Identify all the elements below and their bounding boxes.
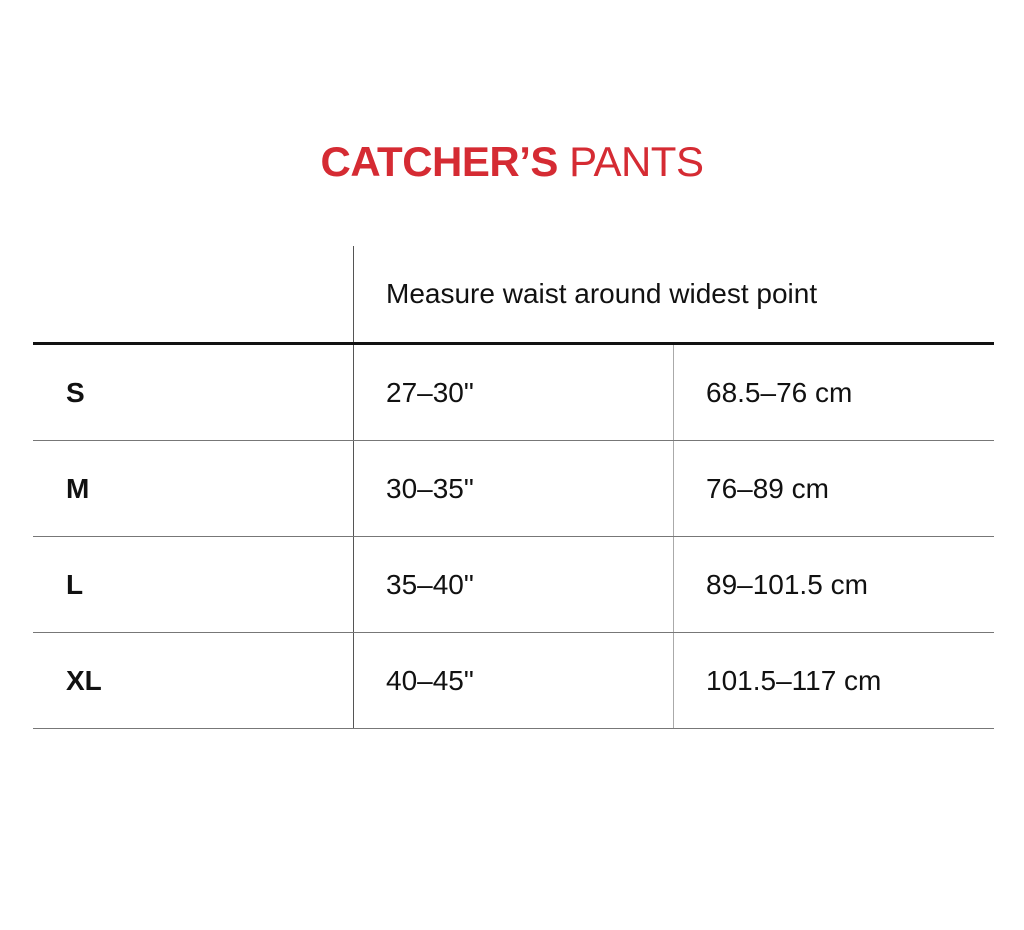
size-chart-table — [33, 246, 994, 729]
column-divider — [353, 441, 354, 536]
size-cell: M — [66, 473, 90, 504]
table-header-text: Measure waist around widest point — [386, 278, 818, 309]
cm-cell: 101.5–117 cm — [706, 665, 882, 696]
column-divider — [353, 633, 354, 728]
title-bold: CATCHER’S — [320, 138, 558, 185]
column-divider — [353, 537, 354, 632]
column-divider — [673, 537, 674, 632]
table-row — [33, 441, 994, 537]
column-divider — [673, 441, 674, 536]
column-divider — [673, 633, 674, 728]
inches-cell: 30–35" — [386, 473, 474, 504]
column-divider — [353, 246, 354, 342]
inches-cell: 35–40" — [386, 569, 474, 600]
inches-cell: 27–30" — [386, 377, 474, 408]
column-divider — [353, 345, 354, 440]
table-row — [33, 537, 994, 633]
cm-cell: 76–89 cm — [706, 473, 829, 504]
table-row — [33, 633, 994, 729]
title-light: PANTS — [569, 138, 704, 185]
size-cell: L — [66, 569, 84, 600]
inches-cell: 40–45" — [386, 665, 474, 696]
cm-cell: 68.5–76 cm — [706, 377, 853, 408]
size-cell: XL — [66, 665, 102, 696]
column-divider — [673, 345, 674, 440]
size-cell: S — [66, 377, 85, 408]
page-title — [0, 138, 1024, 186]
table-row — [33, 345, 994, 441]
cm-cell: 89–101.5 cm — [706, 569, 868, 600]
table-header-row — [33, 246, 994, 345]
